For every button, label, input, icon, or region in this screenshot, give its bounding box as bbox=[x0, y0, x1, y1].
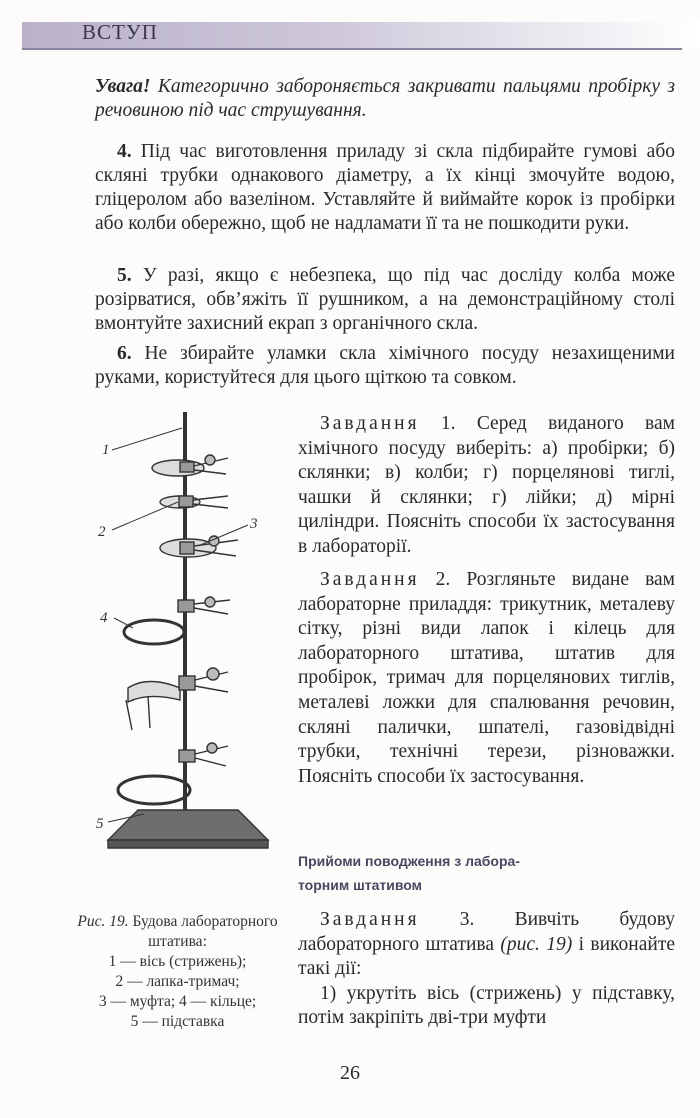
section-heading bbox=[298, 849, 628, 897]
figure-label-1: 1 bbox=[102, 442, 110, 458]
figure-reference: (рис. 19) bbox=[500, 933, 573, 955]
legend-1: 1 — вісь (стрижень); bbox=[108, 953, 247, 970]
task-3-text: Вивчіть будову лабораторного штатива bbox=[298, 909, 676, 955]
task-2 bbox=[298, 568, 675, 789]
warning-text: Категорично забороняється закривати пальцями пробірку з речовиною під час струшування. bbox=[95, 76, 675, 121]
task-3-number: 3. bbox=[459, 909, 475, 930]
rule-6-number: 6. bbox=[117, 343, 132, 364]
rule-6-text: Не збирайте уламки скла хімічного посуду незахищеними руками, користуйтеся для цього щіткою та совком. bbox=[95, 343, 675, 388]
section-title: ВСТУП bbox=[82, 20, 158, 44]
warning-label: Увага! bbox=[95, 76, 151, 97]
section-heading-line-1: Прийоми поводження з лабора- bbox=[298, 853, 520, 869]
legend-4: 5 — підставка bbox=[130, 1013, 225, 1030]
task-1-label: Завдання bbox=[320, 413, 420, 434]
task-2-text: Розгляньте видане вам лабораторне приладдя: трикутник, металеву сітку, різні види лапок і кілець для лабораторного штатива, штатив для пробірок, тримач для порцелянових тиглів, металеві ложки для спалювання речовин, скляні палички, шпателі, газовідвідні трубки, технічні терези, різноважки. Поясніть способи їх застосування. bbox=[298, 569, 676, 787]
figure-label-4: 4 bbox=[100, 610, 108, 626]
task-3-text-after: і виконайте такі дії: bbox=[298, 933, 675, 980]
rule-4-number: 4. bbox=[117, 141, 132, 162]
task-1-text: Серед виданого вам хімічного посуду виберіть: а) пробірки; б) склянки; в) колби; г) порцелянові тиглі, чашки й склянки; г) лійки; д) мірні циліндри. Поясніть способи їх застосування в лабораторії. bbox=[298, 413, 676, 557]
clamp-small bbox=[178, 597, 230, 614]
rule-5-text: У разі, якщо є небезпека, що під час досліду колба може розірватися, обв’яжіть її рушником, а на демонстраційному столі вмонтуйте захисний екрап з органічного скла. bbox=[95, 265, 676, 334]
section-heading-line-2: торним штативом bbox=[298, 877, 423, 893]
ring bbox=[124, 620, 185, 644]
figure-label-3: 3 bbox=[250, 516, 258, 532]
header-rule bbox=[22, 48, 682, 50]
task-2-number: 2. bbox=[435, 569, 451, 590]
clamp-large bbox=[126, 668, 228, 730]
stand-base bbox=[108, 810, 268, 840]
page-number: 26 bbox=[340, 1062, 360, 1084]
clamp-top bbox=[152, 455, 228, 476]
rule-5 bbox=[95, 264, 675, 336]
lab-stand-figure bbox=[88, 400, 288, 860]
task-3 bbox=[298, 908, 675, 1031]
caption-title: Будова лабораторного штатива: bbox=[132, 913, 278, 950]
task-1 bbox=[298, 412, 675, 560]
caption-ref: Рис. 19. bbox=[77, 913, 129, 930]
clamp-holder bbox=[160, 496, 228, 508]
step-1: 1) укрутіть вісь (стрижень) у підставку, потім закріпіть дві-три муфти bbox=[298, 982, 675, 1029]
figure-caption bbox=[75, 912, 280, 1032]
figure-label-2: 2 bbox=[98, 524, 106, 540]
ring-lower bbox=[118, 776, 190, 804]
rule-4 bbox=[95, 140, 675, 236]
rule-4-text: Під час виготовлення приладу зі скла підбирайте гумові або скляні трубки однакового діаметру, а їх кінці змочуйте водою, гліцеролом або вазеліном. Уставляйте й виймайте корок із пробірки або колби обережно, щоб не надламати її та не пошкодити руки. bbox=[95, 141, 676, 234]
legend-2: 2 — лапка-тримач; bbox=[115, 973, 240, 990]
clamp-muff bbox=[160, 536, 238, 557]
warning-paragraph bbox=[95, 75, 675, 123]
task-1-number: 1. bbox=[440, 413, 456, 434]
task-3-label: Завдання bbox=[320, 909, 420, 930]
rule-6 bbox=[95, 342, 675, 390]
rule-5-number: 5. bbox=[117, 265, 132, 286]
legend-3: 3 — муфта; 4 — кільце; bbox=[98, 993, 257, 1010]
task-2-label: Завдання bbox=[320, 569, 420, 590]
figure-label-5: 5 bbox=[96, 816, 104, 832]
